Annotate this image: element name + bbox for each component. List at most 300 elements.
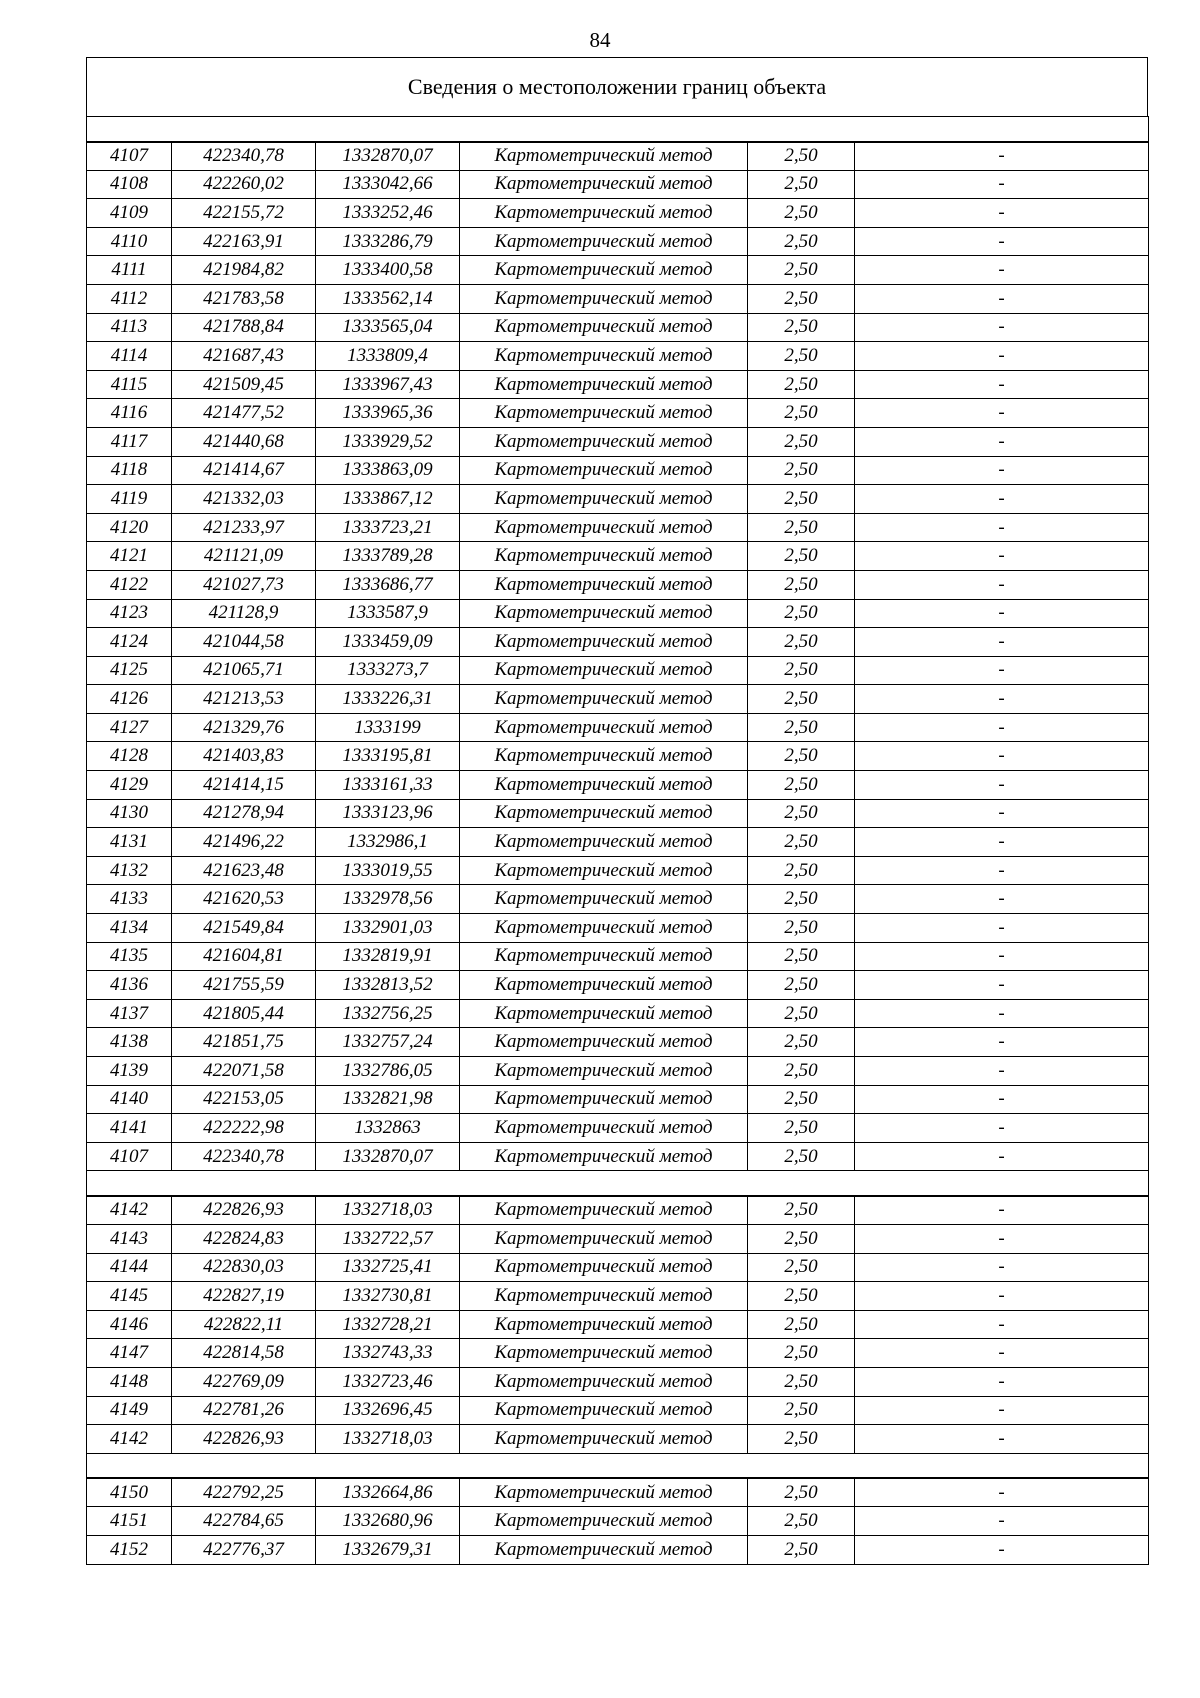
precision-cell: 2,50: [748, 1196, 855, 1225]
x-coordinate-cell: 422776,37: [172, 1535, 316, 1564]
method-cell: Картометрический метод: [460, 313, 748, 342]
precision-cell: 2,50: [748, 313, 855, 342]
precision-cell: 2,50: [748, 1507, 855, 1536]
point-number-cell: 4117: [87, 427, 172, 456]
y-coordinate-cell: 1332986,1: [316, 828, 460, 857]
point-number-cell: 4144: [87, 1253, 172, 1282]
y-coordinate-cell: 1332819,91: [316, 942, 460, 971]
y-coordinate-cell: 1332722,57: [316, 1224, 460, 1253]
point-number-cell: 4123: [87, 599, 172, 628]
note-cell: -: [855, 856, 1149, 885]
coordinates-table: [86, 116, 1149, 1565]
precision-cell: 2,50: [748, 456, 855, 485]
point-number-cell: 4145: [87, 1282, 172, 1311]
y-coordinate-cell: 1333965,36: [316, 399, 460, 428]
note-cell: -: [855, 1028, 1149, 1057]
x-coordinate-cell: 422260,02: [172, 170, 316, 199]
note-cell: -: [855, 284, 1149, 313]
y-coordinate-cell: 1333723,21: [316, 513, 460, 542]
table-row: [87, 1507, 1149, 1536]
y-coordinate-cell: 1333123,96: [316, 799, 460, 828]
method-cell: Картометрический метод: [460, 427, 748, 456]
point-number-cell: 4127: [87, 713, 172, 742]
point-number-cell: 4148: [87, 1367, 172, 1396]
method-cell: Картометрический метод: [460, 1339, 748, 1368]
x-coordinate-cell: 421065,71: [172, 656, 316, 685]
table-row: [87, 513, 1149, 542]
table-row: [87, 856, 1149, 885]
precision-cell: 2,50: [748, 656, 855, 685]
x-coordinate-cell: 421623,48: [172, 856, 316, 885]
point-number-cell: 4147: [87, 1339, 172, 1368]
x-coordinate-cell: 422830,03: [172, 1253, 316, 1282]
table-row: [87, 1114, 1149, 1143]
x-coordinate-cell: 421604,81: [172, 942, 316, 971]
y-coordinate-cell: 1332786,05: [316, 1057, 460, 1086]
table-row: [87, 885, 1149, 914]
table-row: [87, 1142, 1149, 1171]
note-cell: -: [855, 1057, 1149, 1086]
table-row: [87, 999, 1149, 1028]
precision-cell: 2,50: [748, 885, 855, 914]
point-number-cell: 4115: [87, 370, 172, 399]
method-cell: Картометрический метод: [460, 885, 748, 914]
method-cell: Картометрический метод: [460, 1367, 748, 1396]
method-cell: Картометрический метод: [460, 971, 748, 1000]
note-cell: -: [855, 799, 1149, 828]
point-number-cell: 4139: [87, 1057, 172, 1086]
precision-cell: 2,50: [748, 1142, 855, 1171]
x-coordinate-cell: 421414,67: [172, 456, 316, 485]
table-row: [87, 1057, 1149, 1086]
x-coordinate-cell: 421851,75: [172, 1028, 316, 1057]
point-number-cell: 4122: [87, 570, 172, 599]
note-cell: -: [855, 399, 1149, 428]
table-row: [87, 799, 1149, 828]
method-cell: Картометрический метод: [460, 1507, 748, 1536]
method-cell: Картометрический метод: [460, 599, 748, 628]
point-number-cell: 4129: [87, 771, 172, 800]
x-coordinate-cell: 421213,53: [172, 685, 316, 714]
table-row: [87, 570, 1149, 599]
table-row: [87, 1282, 1149, 1311]
x-coordinate-cell: 422826,93: [172, 1196, 316, 1225]
method-cell: Картометрический метод: [460, 1085, 748, 1114]
method-cell: Картометрический метод: [460, 456, 748, 485]
method-cell: Картометрический метод: [460, 370, 748, 399]
precision-cell: 2,50: [748, 1367, 855, 1396]
precision-cell: 2,50: [748, 1339, 855, 1368]
precision-cell: 2,50: [748, 971, 855, 1000]
x-coordinate-cell: 421549,84: [172, 914, 316, 943]
note-cell: -: [855, 1396, 1149, 1425]
y-coordinate-cell: 1333226,31: [316, 685, 460, 714]
note-cell: -: [855, 628, 1149, 657]
x-coordinate-cell: 421509,45: [172, 370, 316, 399]
method-cell: Картометрический метод: [460, 542, 748, 571]
note-cell: -: [855, 456, 1149, 485]
method-cell: Картометрический метод: [460, 1114, 748, 1143]
y-coordinate-cell: 1333789,28: [316, 542, 460, 571]
table-row: [87, 1253, 1149, 1282]
note-cell: -: [855, 1085, 1149, 1114]
point-number-cell: 4108: [87, 170, 172, 199]
x-coordinate-cell: 422071,58: [172, 1057, 316, 1086]
precision-cell: 2,50: [748, 599, 855, 628]
y-coordinate-cell: 1332756,25: [316, 999, 460, 1028]
method-cell: Картометрический метод: [460, 256, 748, 285]
y-coordinate-cell: 1332757,24: [316, 1028, 460, 1057]
precision-cell: 2,50: [748, 1535, 855, 1564]
group-separator-row: [87, 1171, 1149, 1196]
method-cell: Картометрический метод: [460, 570, 748, 599]
precision-cell: 2,50: [748, 999, 855, 1028]
point-number-cell: 4121: [87, 542, 172, 571]
note-cell: -: [855, 199, 1149, 228]
x-coordinate-cell: 422155,72: [172, 199, 316, 228]
table-row: [87, 427, 1149, 456]
y-coordinate-cell: 1332679,31: [316, 1535, 460, 1564]
note-cell: -: [855, 142, 1149, 171]
precision-cell: 2,50: [748, 713, 855, 742]
note-cell: -: [855, 485, 1149, 514]
point-number-cell: 4109: [87, 199, 172, 228]
point-number-cell: 4120: [87, 513, 172, 542]
y-coordinate-cell: 1332725,41: [316, 1253, 460, 1282]
precision-cell: 2,50: [748, 542, 855, 571]
note-cell: -: [855, 342, 1149, 371]
y-coordinate-cell: 1332813,52: [316, 971, 460, 1000]
point-number-cell: 4138: [87, 1028, 172, 1057]
point-number-cell: 4136: [87, 971, 172, 1000]
note-cell: -: [855, 914, 1149, 943]
point-number-cell: 4151: [87, 1507, 172, 1536]
table-row: [87, 628, 1149, 657]
point-number-cell: 4114: [87, 342, 172, 371]
point-number-cell: 4131: [87, 828, 172, 857]
x-coordinate-cell: 421477,52: [172, 399, 316, 428]
precision-cell: 2,50: [748, 942, 855, 971]
note-cell: -: [855, 942, 1149, 971]
point-number-cell: 4134: [87, 914, 172, 943]
x-coordinate-cell: 422781,26: [172, 1396, 316, 1425]
y-coordinate-cell: 1333459,09: [316, 628, 460, 657]
note-cell: -: [855, 1310, 1149, 1339]
note-cell: -: [855, 1114, 1149, 1143]
point-number-cell: 4107: [87, 142, 172, 171]
point-number-cell: 4107: [87, 1142, 172, 1171]
method-cell: Картометрический метод: [460, 999, 748, 1028]
precision-cell: 2,50: [748, 570, 855, 599]
method-cell: Картометрический метод: [460, 1310, 748, 1339]
note-cell: -: [855, 1253, 1149, 1282]
precision-cell: 2,50: [748, 828, 855, 857]
precision-cell: 2,50: [748, 284, 855, 313]
point-number-cell: 4112: [87, 284, 172, 313]
y-coordinate-cell: 1333199: [316, 713, 460, 742]
table-row: [87, 1535, 1149, 1564]
y-coordinate-cell: 1333252,46: [316, 199, 460, 228]
method-cell: Картометрический метод: [460, 199, 748, 228]
note-cell: -: [855, 170, 1149, 199]
table-row: [87, 542, 1149, 571]
y-coordinate-cell: 1332863: [316, 1114, 460, 1143]
table-row: [87, 1196, 1149, 1225]
y-coordinate-cell: 1332870,07: [316, 142, 460, 171]
y-coordinate-cell: 1332901,03: [316, 914, 460, 943]
method-cell: Картометрический метод: [460, 771, 748, 800]
precision-cell: 2,50: [748, 742, 855, 771]
method-cell: Картометрический метод: [460, 1535, 748, 1564]
table-row: [87, 199, 1149, 228]
method-cell: Картометрический метод: [460, 685, 748, 714]
note-cell: -: [855, 771, 1149, 800]
table-row: [87, 256, 1149, 285]
y-coordinate-cell: 1333286,79: [316, 227, 460, 256]
y-coordinate-cell: 1333400,58: [316, 256, 460, 285]
precision-cell: 2,50: [748, 914, 855, 943]
table-row: [87, 313, 1149, 342]
point-number-cell: 4111: [87, 256, 172, 285]
x-coordinate-cell: 422814,58: [172, 1339, 316, 1368]
table-row: [87, 685, 1149, 714]
x-coordinate-cell: 421128,9: [172, 599, 316, 628]
method-cell: Картометрический метод: [460, 1282, 748, 1311]
method-cell: Картометрический метод: [460, 1196, 748, 1225]
note-cell: -: [855, 1425, 1149, 1454]
table-row: [87, 1396, 1149, 1425]
x-coordinate-cell: 421233,97: [172, 513, 316, 542]
point-number-cell: 4126: [87, 685, 172, 714]
table-row: [87, 170, 1149, 199]
y-coordinate-cell: 1333565,04: [316, 313, 460, 342]
method-cell: Картометрический метод: [460, 713, 748, 742]
method-cell: Картометрический метод: [460, 628, 748, 657]
precision-cell: 2,50: [748, 1396, 855, 1425]
coordinates-sheet: [86, 57, 1148, 1565]
y-coordinate-cell: 1333929,52: [316, 427, 460, 456]
point-number-cell: 4132: [87, 856, 172, 885]
point-number-cell: 4141: [87, 1114, 172, 1143]
method-cell: Картометрический метод: [460, 1396, 748, 1425]
note-cell: -: [855, 685, 1149, 714]
precision-cell: 2,50: [748, 1310, 855, 1339]
note-cell: -: [855, 227, 1149, 256]
y-coordinate-cell: 1333042,66: [316, 170, 460, 199]
note-cell: -: [855, 742, 1149, 771]
method-cell: Картометрический метод: [460, 1253, 748, 1282]
precision-cell: 2,50: [748, 1425, 855, 1454]
table-row: [87, 656, 1149, 685]
method-cell: Картометрический метод: [460, 742, 748, 771]
y-coordinate-cell: 1332718,03: [316, 1425, 460, 1454]
point-number-cell: 4133: [87, 885, 172, 914]
point-number-cell: 4140: [87, 1085, 172, 1114]
note-cell: -: [855, 1224, 1149, 1253]
note-cell: -: [855, 513, 1149, 542]
precision-cell: 2,50: [748, 799, 855, 828]
method-cell: Картометрический метод: [460, 828, 748, 857]
precision-cell: 2,50: [748, 771, 855, 800]
precision-cell: 2,50: [748, 170, 855, 199]
method-cell: Картометрический метод: [460, 342, 748, 371]
y-coordinate-cell: 1333967,43: [316, 370, 460, 399]
point-number-cell: 4137: [87, 999, 172, 1028]
table-row: [87, 142, 1149, 171]
precision-cell: 2,50: [748, 1028, 855, 1057]
note-cell: -: [855, 971, 1149, 1000]
x-coordinate-cell: 422340,78: [172, 1142, 316, 1171]
table-row: [87, 971, 1149, 1000]
y-coordinate-cell: 1333686,77: [316, 570, 460, 599]
y-coordinate-cell: 1333195,81: [316, 742, 460, 771]
table-title: Сведения о местоположении границ объекта: [86, 57, 1148, 117]
x-coordinate-cell: 422784,65: [172, 1507, 316, 1536]
table-row: [87, 599, 1149, 628]
group-separator-cell: [87, 1171, 1149, 1196]
y-coordinate-cell: 1333863,09: [316, 456, 460, 485]
precision-cell: 2,50: [748, 1224, 855, 1253]
x-coordinate-cell: 421278,94: [172, 799, 316, 828]
y-coordinate-cell: 1332743,33: [316, 1339, 460, 1368]
precision-cell: 2,50: [748, 256, 855, 285]
precision-cell: 2,50: [748, 685, 855, 714]
precision-cell: 2,50: [748, 1282, 855, 1311]
y-coordinate-cell: 1332728,21: [316, 1310, 460, 1339]
precision-cell: 2,50: [748, 856, 855, 885]
precision-cell: 2,50: [748, 342, 855, 371]
note-cell: -: [855, 313, 1149, 342]
point-number-cell: 4124: [87, 628, 172, 657]
point-number-cell: 4110: [87, 227, 172, 256]
table-row: [87, 370, 1149, 399]
point-number-cell: 4125: [87, 656, 172, 685]
precision-cell: 2,50: [748, 628, 855, 657]
table-row: [87, 942, 1149, 971]
method-cell: Картометрический метод: [460, 942, 748, 971]
page-number: 84: [589, 28, 611, 52]
precision-cell: 2,50: [748, 1085, 855, 1114]
table-row: [87, 713, 1149, 742]
table-row: [87, 1224, 1149, 1253]
note-cell: -: [855, 599, 1149, 628]
table-row: [87, 284, 1149, 313]
table-row: [87, 771, 1149, 800]
y-coordinate-cell: 1333562,14: [316, 284, 460, 313]
x-coordinate-cell: 421121,09: [172, 542, 316, 571]
table-row: [87, 1367, 1149, 1396]
method-cell: Картометрический метод: [460, 856, 748, 885]
method-cell: Картометрический метод: [460, 513, 748, 542]
point-number-cell: 4116: [87, 399, 172, 428]
precision-cell: 2,50: [748, 399, 855, 428]
y-coordinate-cell: 1332723,46: [316, 1367, 460, 1396]
table-row: [87, 1085, 1149, 1114]
x-coordinate-cell: 422826,93: [172, 1425, 316, 1454]
method-cell: Картометрический метод: [460, 284, 748, 313]
x-coordinate-cell: 422822,11: [172, 1310, 316, 1339]
note-cell: -: [855, 1339, 1149, 1368]
y-coordinate-cell: 1332680,96: [316, 1507, 460, 1536]
note-cell: -: [855, 1196, 1149, 1225]
method-cell: Картометрический метод: [460, 1142, 748, 1171]
x-coordinate-cell: 421788,84: [172, 313, 316, 342]
group-separator-row: [87, 1453, 1149, 1478]
precision-cell: 2,50: [748, 1114, 855, 1143]
x-coordinate-cell: 422769,09: [172, 1367, 316, 1396]
point-number-cell: 4150: [87, 1478, 172, 1507]
x-coordinate-cell: 422827,19: [172, 1282, 316, 1311]
method-cell: Картометрический метод: [460, 1028, 748, 1057]
table-row: [87, 485, 1149, 514]
x-coordinate-cell: 421332,03: [172, 485, 316, 514]
point-number-cell: 4142: [87, 1425, 172, 1454]
y-coordinate-cell: 1333867,12: [316, 485, 460, 514]
note-cell: -: [855, 370, 1149, 399]
point-number-cell: 4142: [87, 1196, 172, 1225]
point-number-cell: 4119: [87, 485, 172, 514]
note-cell: -: [855, 828, 1149, 857]
table-row: [87, 1028, 1149, 1057]
table-row: [87, 1478, 1149, 1507]
note-cell: -: [855, 1142, 1149, 1171]
x-coordinate-cell: 421984,82: [172, 256, 316, 285]
x-coordinate-cell: 421496,22: [172, 828, 316, 857]
method-cell: Картометрический метод: [460, 1425, 748, 1454]
group-separator-cell: [87, 117, 1149, 142]
point-number-cell: 4113: [87, 313, 172, 342]
x-coordinate-cell: 421687,43: [172, 342, 316, 371]
precision-cell: 2,50: [748, 227, 855, 256]
point-number-cell: 4128: [87, 742, 172, 771]
precision-cell: 2,50: [748, 513, 855, 542]
point-number-cell: 4149: [87, 1396, 172, 1425]
note-cell: -: [855, 256, 1149, 285]
method-cell: Картометрический метод: [460, 1478, 748, 1507]
note-cell: -: [855, 656, 1149, 685]
y-coordinate-cell: 1333273,7: [316, 656, 460, 685]
y-coordinate-cell: 1332730,81: [316, 1282, 460, 1311]
method-cell: Картометрический метод: [460, 170, 748, 199]
y-coordinate-cell: 1332696,45: [316, 1396, 460, 1425]
precision-cell: 2,50: [748, 427, 855, 456]
x-coordinate-cell: 421403,83: [172, 742, 316, 771]
group-separator-cell: [87, 1453, 1149, 1478]
method-cell: Картометрический метод: [460, 485, 748, 514]
precision-cell: 2,50: [748, 1057, 855, 1086]
x-coordinate-cell: 422153,05: [172, 1085, 316, 1114]
table-row: [87, 914, 1149, 943]
method-cell: Картометрический метод: [460, 1057, 748, 1086]
note-cell: -: [855, 1507, 1149, 1536]
note-cell: -: [855, 1535, 1149, 1564]
precision-cell: 2,50: [748, 1253, 855, 1282]
x-coordinate-cell: 421329,76: [172, 713, 316, 742]
point-number-cell: 4130: [87, 799, 172, 828]
coordinates-table-body: [87, 117, 1149, 1565]
point-number-cell: 4152: [87, 1535, 172, 1564]
y-coordinate-cell: 1332870,07: [316, 1142, 460, 1171]
y-coordinate-cell: 1332821,98: [316, 1085, 460, 1114]
note-cell: -: [855, 713, 1149, 742]
method-cell: Картометрический метод: [460, 227, 748, 256]
x-coordinate-cell: 421755,59: [172, 971, 316, 1000]
note-cell: -: [855, 885, 1149, 914]
point-number-cell: 4135: [87, 942, 172, 971]
table-row: [87, 342, 1149, 371]
table-row: [87, 742, 1149, 771]
x-coordinate-cell: 421805,44: [172, 999, 316, 1028]
